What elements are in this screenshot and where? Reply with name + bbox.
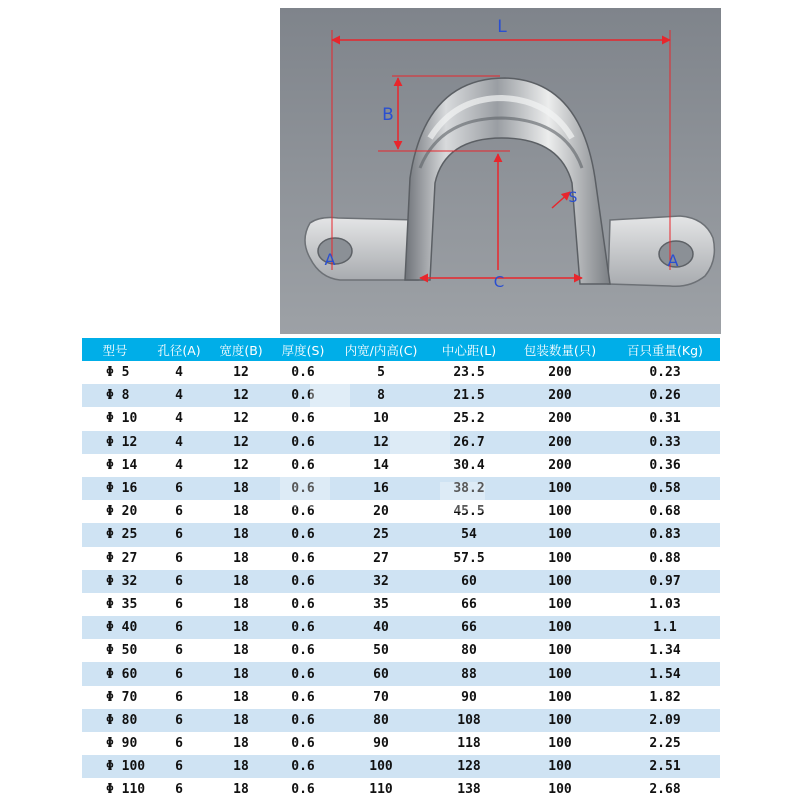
- table-cell: 8: [334, 384, 428, 407]
- table-cell: 6: [148, 500, 210, 523]
- table-cell: 18: [210, 523, 272, 546]
- table-cell: 20: [334, 500, 428, 523]
- table-cell: 118: [428, 732, 510, 755]
- table-cell: 30.4: [428, 454, 510, 477]
- table-cell: 0.6: [272, 570, 334, 593]
- model-cell: Φ 20: [82, 500, 148, 523]
- table-cell: 10: [334, 407, 428, 430]
- table-cell: 0.36: [610, 454, 720, 477]
- table-cell: 18: [210, 755, 272, 778]
- table-cell: 60: [428, 570, 510, 593]
- table-cell: 0.6: [272, 500, 334, 523]
- table-cell: 60: [334, 662, 428, 685]
- table-cell: 0.31: [610, 407, 720, 430]
- table-cell: 70: [334, 686, 428, 709]
- model-cell: Φ 50: [82, 639, 148, 662]
- table-cell: 0.88: [610, 547, 720, 570]
- product-photo: [280, 8, 721, 334]
- model-cell: Φ 40: [82, 616, 148, 639]
- spec-table: [82, 338, 720, 802]
- table-cell: 5: [334, 361, 428, 384]
- table-cell: 54: [428, 523, 510, 546]
- table-cell: 35: [334, 593, 428, 616]
- table-row: [82, 477, 720, 500]
- model-cell: Φ 60: [82, 662, 148, 685]
- model-cell: Φ 8: [82, 384, 148, 407]
- table-cell: 0.6: [272, 454, 334, 477]
- table-cell: 0.6: [272, 778, 334, 801]
- table-cell: 4: [148, 407, 210, 430]
- table-row: [82, 570, 720, 593]
- table-cell: 2.51: [610, 755, 720, 778]
- label-A-right: A: [667, 251, 679, 270]
- table-cell: 0.6: [272, 686, 334, 709]
- table-cell: 0.6: [272, 361, 334, 384]
- table-cell: 100: [510, 778, 610, 801]
- column-header: 百只重量(Kg): [610, 338, 720, 361]
- table-cell: 6: [148, 686, 210, 709]
- table-cell: 6: [148, 732, 210, 755]
- column-header: 内宽/内高(C): [334, 338, 428, 361]
- table-cell: 1.03: [610, 593, 720, 616]
- label-S: S: [568, 190, 578, 206]
- table-cell: 18: [210, 732, 272, 755]
- table-cell: 0.83: [610, 523, 720, 546]
- table-row: [82, 500, 720, 523]
- table-cell: 100: [510, 639, 610, 662]
- table-cell: 18: [210, 593, 272, 616]
- table-row: [82, 709, 720, 732]
- table-cell: 0.6: [272, 523, 334, 546]
- table-cell: 18: [210, 570, 272, 593]
- table-cell: 14: [334, 454, 428, 477]
- table-cell: 90: [428, 686, 510, 709]
- table-cell: 25.2: [428, 407, 510, 430]
- table-cell: 6: [148, 547, 210, 570]
- table-cell: 12: [210, 431, 272, 454]
- table-cell: 0.97: [610, 570, 720, 593]
- table-cell: 45.5: [428, 500, 510, 523]
- table-row: [82, 662, 720, 685]
- table-cell: 200: [510, 384, 610, 407]
- table-cell: 18: [210, 477, 272, 500]
- table-row: [82, 523, 720, 546]
- table-cell: 0.58: [610, 477, 720, 500]
- label-L: L: [497, 17, 507, 37]
- table-cell: 2.25: [610, 732, 720, 755]
- table-cell: 0.6: [272, 732, 334, 755]
- table-cell: 21.5: [428, 384, 510, 407]
- table-cell: 100: [510, 686, 610, 709]
- table-cell: 0.6: [272, 407, 334, 430]
- model-cell: Φ 32: [82, 570, 148, 593]
- table-cell: 16: [334, 477, 428, 500]
- table-row: [82, 639, 720, 662]
- table-cell: 4: [148, 454, 210, 477]
- table-row: [82, 616, 720, 639]
- table-cell: 0.6: [272, 431, 334, 454]
- table-cell: 0.6: [272, 662, 334, 685]
- table-cell: 6: [148, 662, 210, 685]
- table-body: [82, 361, 720, 802]
- label-A-left: A: [324, 250, 336, 269]
- table-cell: 80: [428, 639, 510, 662]
- table-cell: 12: [210, 384, 272, 407]
- table-row: [82, 732, 720, 755]
- label-C: C: [493, 273, 505, 291]
- table-cell: 6: [148, 755, 210, 778]
- table-cell: 0.6: [272, 639, 334, 662]
- table-cell: 100: [510, 662, 610, 685]
- model-cell: Φ 27: [82, 547, 148, 570]
- table-cell: 100: [510, 709, 610, 732]
- table-cell: 80: [334, 709, 428, 732]
- table-cell: 6: [148, 523, 210, 546]
- table-cell: 18: [210, 639, 272, 662]
- table-cell: 18: [210, 547, 272, 570]
- table-cell: 108: [428, 709, 510, 732]
- table-cell: 200: [510, 431, 610, 454]
- pipe-clamp-illustration: [280, 8, 721, 334]
- label-B: B: [382, 105, 394, 125]
- model-cell: Φ 90: [82, 732, 148, 755]
- table-cell: 2.09: [610, 709, 720, 732]
- table-cell: 0.26: [610, 384, 720, 407]
- table-cell: 26.7: [428, 431, 510, 454]
- table-cell: 110: [334, 778, 428, 801]
- table-cell: 40: [334, 616, 428, 639]
- table-cell: 1.54: [610, 662, 720, 685]
- table-cell: 0.23: [610, 361, 720, 384]
- table-cell: 18: [210, 778, 272, 801]
- table-cell: 0.6: [272, 384, 334, 407]
- table-cell: 18: [210, 686, 272, 709]
- table-cell: 200: [510, 361, 610, 384]
- table-cell: 0.6: [272, 477, 334, 500]
- table-cell: 6: [148, 616, 210, 639]
- table-cell: 66: [428, 593, 510, 616]
- table-cell: 100: [334, 755, 428, 778]
- table-cell: 0.68: [610, 500, 720, 523]
- table-cell: 4: [148, 384, 210, 407]
- column-header: 中心距(L): [428, 338, 510, 361]
- column-header: 型号: [82, 338, 148, 361]
- table-cell: 23.5: [428, 361, 510, 384]
- table-cell: 4: [148, 361, 210, 384]
- model-cell: Φ 80: [82, 709, 148, 732]
- table-cell: 100: [510, 500, 610, 523]
- table-cell: 100: [510, 593, 610, 616]
- table-cell: 38.2: [428, 477, 510, 500]
- table-cell: 12: [210, 407, 272, 430]
- table-cell: 18: [210, 616, 272, 639]
- table-cell: 0.6: [272, 709, 334, 732]
- table-header: [82, 338, 720, 361]
- table-cell: 100: [510, 523, 610, 546]
- table-cell: 100: [510, 547, 610, 570]
- table-cell: 6: [148, 477, 210, 500]
- table-row: [82, 407, 720, 430]
- table-row: [82, 778, 720, 801]
- model-cell: Φ 70: [82, 686, 148, 709]
- table-cell: 100: [510, 570, 610, 593]
- column-header: 孔径(A): [148, 338, 210, 361]
- table-cell: 100: [510, 477, 610, 500]
- table-cell: 200: [510, 407, 610, 430]
- column-header: 包装数量(只): [510, 338, 610, 361]
- table-cell: 100: [510, 732, 610, 755]
- table-row: [82, 454, 720, 477]
- table-cell: 12: [210, 454, 272, 477]
- table-cell: 128: [428, 755, 510, 778]
- model-cell: Φ 25: [82, 523, 148, 546]
- table-cell: 0.6: [272, 547, 334, 570]
- table-row: [82, 755, 720, 778]
- table-cell: 6: [148, 709, 210, 732]
- table-row: [82, 686, 720, 709]
- table-cell: 1.1: [610, 616, 720, 639]
- column-header: 宽度(B): [210, 338, 272, 361]
- model-cell: Φ 10: [82, 407, 148, 430]
- table-cell: 1.34: [610, 639, 720, 662]
- table-cell: 6: [148, 593, 210, 616]
- table-cell: 27: [334, 547, 428, 570]
- table-cell: 57.5: [428, 547, 510, 570]
- table-cell: 0.6: [272, 593, 334, 616]
- table-cell: 18: [210, 500, 272, 523]
- table-row: [82, 547, 720, 570]
- model-cell: Φ 16: [82, 477, 148, 500]
- table-row: [82, 431, 720, 454]
- table-cell: 32: [334, 570, 428, 593]
- table-cell: 0.6: [272, 616, 334, 639]
- model-cell: Φ 12: [82, 431, 148, 454]
- table-row: [82, 361, 720, 384]
- table-cell: 88: [428, 662, 510, 685]
- column-header: 厚度(S): [272, 338, 334, 361]
- table-row: [82, 384, 720, 407]
- model-cell: Φ 14: [82, 454, 148, 477]
- table-row: [82, 593, 720, 616]
- table-cell: 6: [148, 778, 210, 801]
- table-cell: 0.6: [272, 755, 334, 778]
- table-cell: 25: [334, 523, 428, 546]
- model-cell: Φ 5: [82, 361, 148, 384]
- table-cell: 0.33: [610, 431, 720, 454]
- table-cell: 50: [334, 639, 428, 662]
- table-cell: 18: [210, 662, 272, 685]
- table-cell: 90: [334, 732, 428, 755]
- table-cell: 100: [510, 616, 610, 639]
- table-cell: 2.68: [610, 778, 720, 801]
- table-cell: 4: [148, 431, 210, 454]
- table-cell: 12: [334, 431, 428, 454]
- table-cell: 18: [210, 709, 272, 732]
- table-cell: 66: [428, 616, 510, 639]
- header-row: [82, 338, 720, 361]
- table-cell: 100: [510, 755, 610, 778]
- table-cell: 200: [510, 454, 610, 477]
- table-cell: 6: [148, 570, 210, 593]
- table-cell: 1.82: [610, 686, 720, 709]
- table-cell: 12: [210, 361, 272, 384]
- table-cell: 6: [148, 639, 210, 662]
- model-cell: Φ 35: [82, 593, 148, 616]
- table-cell: 138: [428, 778, 510, 801]
- model-cell: Φ 110: [82, 778, 148, 801]
- model-cell: Φ 100: [82, 755, 148, 778]
